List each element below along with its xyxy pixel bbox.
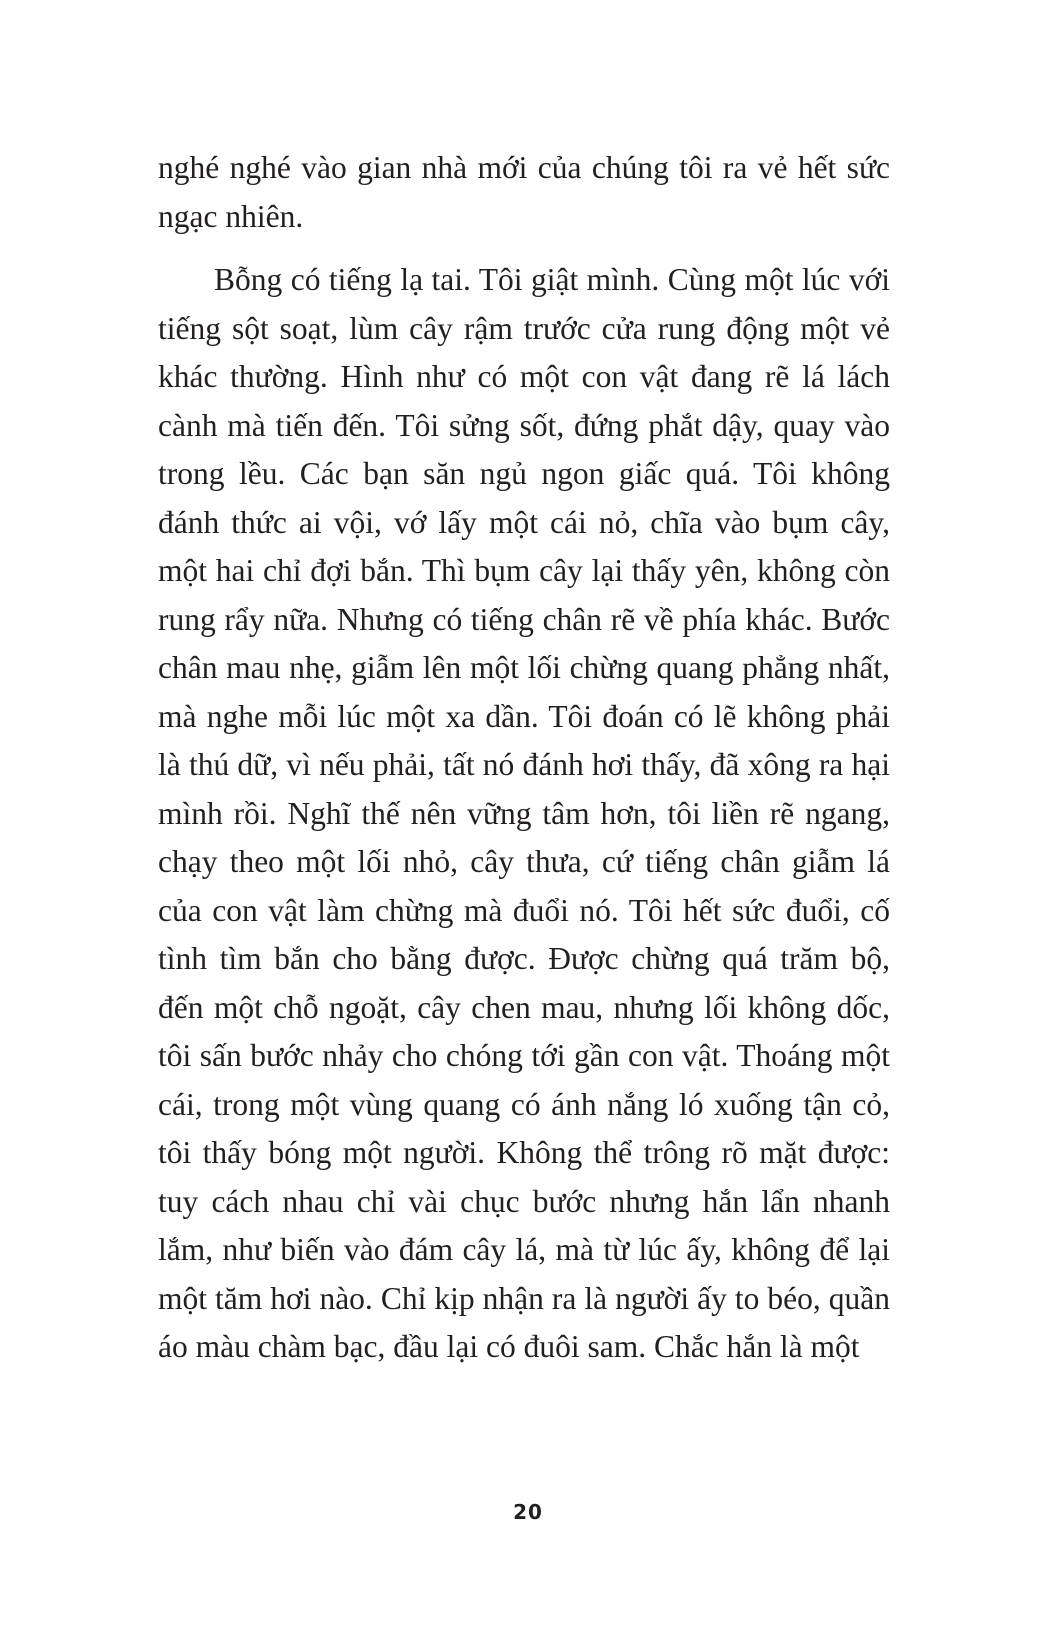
- body-text: [158, 144, 890, 1372]
- page-number: 20: [513, 1500, 543, 1524]
- paragraph-continuation: nghé nghé vào gian nhà mới của chúng tôi ra vẻ hết sức ngạc nhiên.: [158, 150, 890, 234]
- paragraph-main: Bỗng có tiếng lạ tai. Tôi giật mình. Cùng một lúc với tiếng sột soạt, lùm cây rậm trước cửa rung động một vẻ khác thường. Hình như có một con vật đang rẽ lá lách cành mà tiến đến. Tôi sửng sốt, đứng phắt dậy, quay vào trong lều. Các bạn săn ngủ ngon giấc quá. Tôi không đánh thức ai vội, vớ lấy một cái nỏ, chĩa vào bụm cây, một hai chỉ đợi bắn. Thì bụm cây lại thấy yên, không còn rung rẩy nữa. Nhưng có tiếng chân rẽ về phía khác. Bước chân mau nhẹ, giẫm lên một lối chừng quang phẳng nhất, mà nghe mỗi lúc một xa dần. Tôi đoán có lẽ không phải là thú dữ, vì nếu phải, tất nó đánh hơi thấy, đã xông ra hại mình rồi. Nghĩ thế nên vững tâm hơn, tôi liền rẽ ngang, chạy theo một lối nhỏ, cây thưa, cứ tiếng chân giẫm lá của con vật làm chừng mà đuổi nó. Tôi hết sức đuổi, cố tình tìm bắn cho bằng được. Được chừng quá trăm bộ, đến một chỗ ngoặt, cây chen mau, nhưng lối không dốc, tôi sấn bước nhảy cho chóng tới gần con vật. Thoáng một cái, trong một vùng quang có ánh nắng ló xuống tận cỏ, tôi thấy bóng một người. Không thể trông rõ mặt được: tuy cách nhau chỉ vài chục bước nhưng hắn lẩn nhanh lắm, như biến vào đám cây lá, mà từ lúc ấy, không để lại một tăm hơi nào. Chỉ kịp nhận ra là người ấy to béo, quần áo màu chàm bạc, đầu lại có đuôi sam. Chắc hắn là một: [158, 262, 890, 1364]
